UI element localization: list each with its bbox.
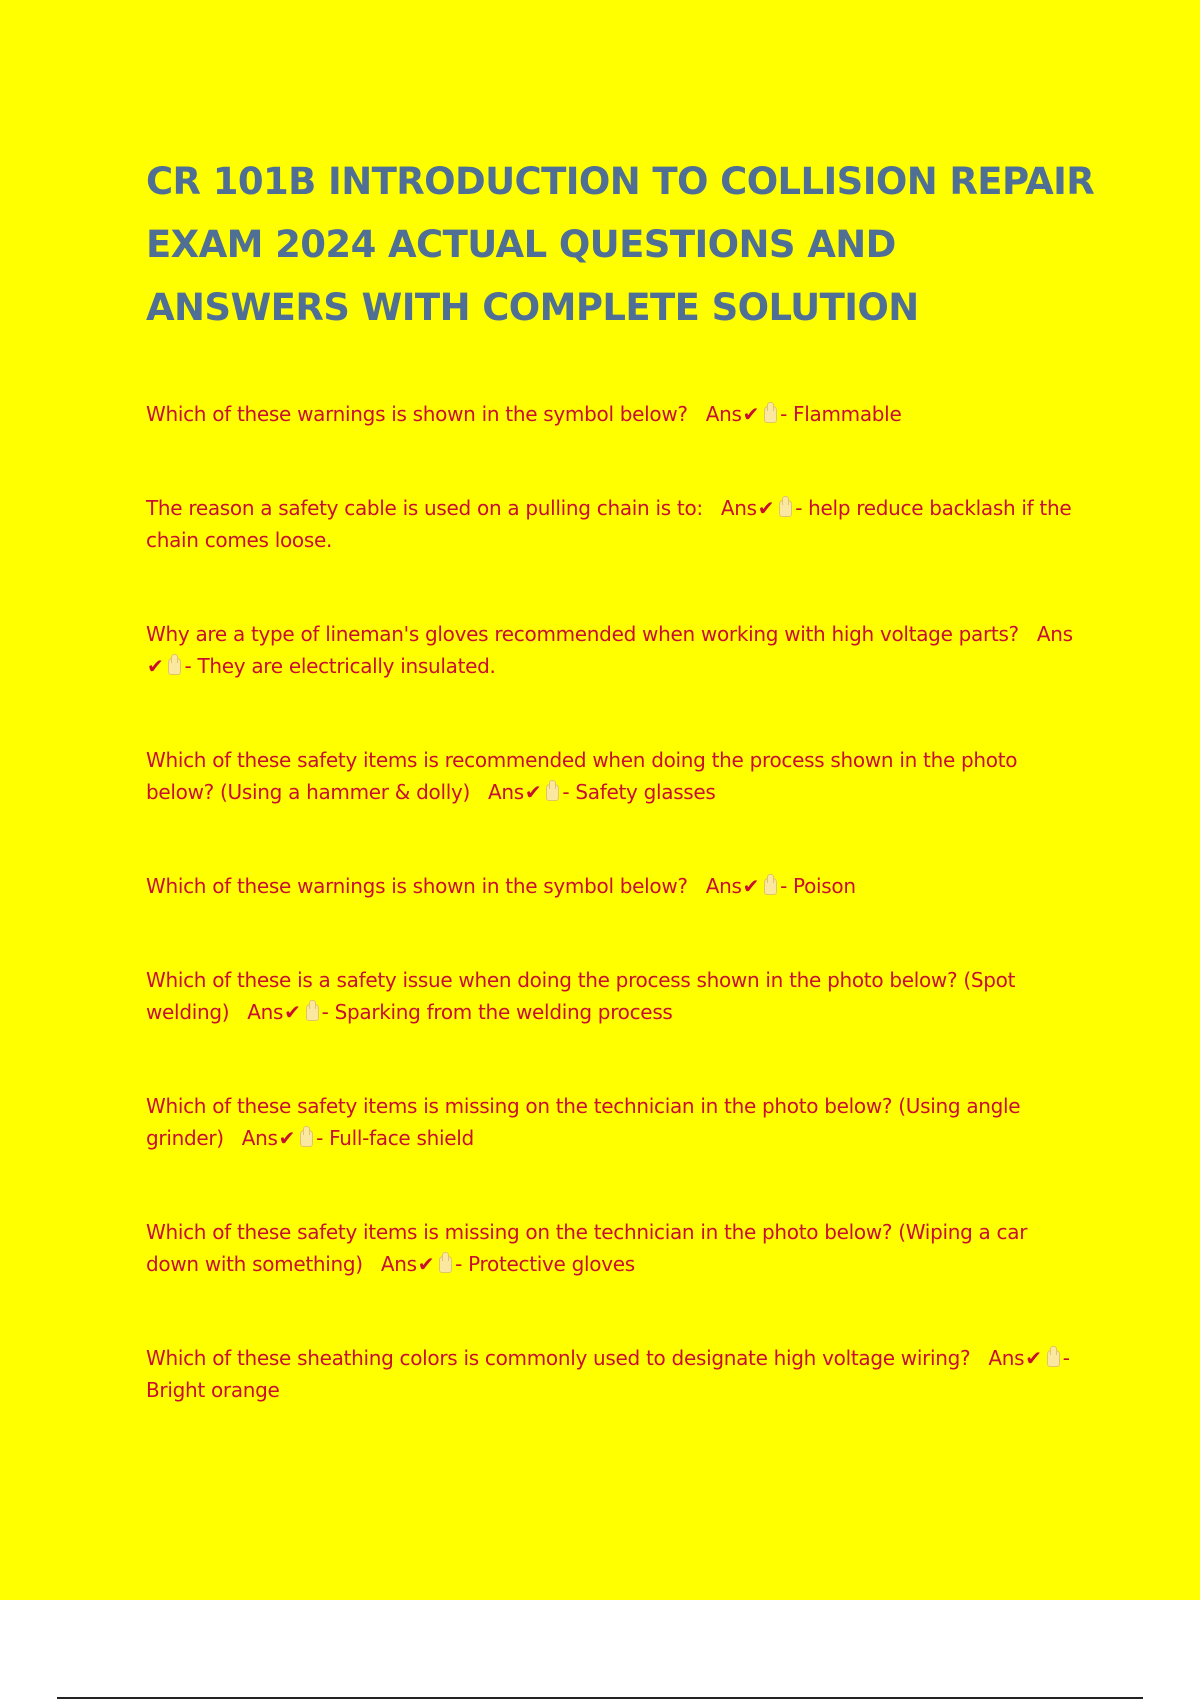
checkmark-icon: ✔ xyxy=(1025,1346,1042,1370)
answer-label: Ans xyxy=(720,496,757,520)
question-text: Which of these safety items is recommended when doing the process shown in the photo below? (Using a hammer & dolly) xyxy=(146,748,1018,804)
question-text: Which of these safety items is missing on the technician in the photo below? (Wiping a car down with something) xyxy=(146,1220,1028,1276)
question-text: Which of these warnings is shown in the symbol below? xyxy=(146,402,688,426)
qa-item xyxy=(146,398,1081,430)
checkmark-icon: ✔ xyxy=(524,780,542,804)
answer-label: Ans xyxy=(988,1346,1025,1370)
question-text: Which of these warnings is shown in the symbol below? xyxy=(146,874,688,898)
thumbs-up-icon xyxy=(439,1256,452,1273)
thumbs-up-icon xyxy=(1047,1350,1060,1367)
thumbs-up-icon xyxy=(306,1004,319,1021)
question-text: The reason a safety cable is used on a pulling chain is to: xyxy=(146,496,703,520)
answer-label: Ans xyxy=(1036,622,1073,646)
qa-item xyxy=(146,618,1081,682)
qa-item xyxy=(146,964,1081,1028)
answer-text: - Protective gloves xyxy=(455,1252,635,1276)
document-title: CR 101B INTRODUCTION TO COLLISION REPAIR EXAM 2024 ACTUAL QUESTIONS AND ANSWERS WITH COMPLETE SOLUTION xyxy=(146,160,1095,329)
answer-text: - They are electrically insulated. xyxy=(184,654,496,678)
answer-text: - Safety glasses xyxy=(562,780,716,804)
checkmark-icon: ✔ xyxy=(742,402,760,426)
answer-label: Ans xyxy=(247,1000,284,1024)
checkmark-icon: ✔ xyxy=(417,1252,435,1276)
qa-item xyxy=(146,1090,1081,1154)
qa-item xyxy=(146,492,1081,556)
answer-text: - Full-face shield xyxy=(316,1126,474,1150)
thumbs-up-icon xyxy=(546,784,559,801)
answer-text: - Poison xyxy=(780,874,856,898)
qa-item xyxy=(146,870,1081,902)
thumbs-up-icon xyxy=(779,500,792,517)
qa-item xyxy=(146,1342,1081,1406)
qa-item xyxy=(146,1216,1081,1280)
question-text: Which of these is a safety issue when doing the process shown in the photo below? (Spot welding) xyxy=(146,968,1016,1024)
question-text: Which of these sheathing colors is commonly used to designate high voltage wiring? xyxy=(146,1346,971,1370)
thumbs-up-icon xyxy=(764,878,777,895)
checkmark-icon: ✔ xyxy=(757,496,775,520)
checkmark-icon: ✔ xyxy=(284,1000,301,1024)
answer-label: Ans xyxy=(488,780,524,804)
thumbs-up-icon xyxy=(764,406,777,423)
footer-divider xyxy=(57,1697,1143,1699)
checkmark-icon: ✔ xyxy=(278,1126,296,1150)
question-text: Which of these safety items is missing on the technician in the photo below? (Using angle grinder) xyxy=(146,1094,1021,1150)
thumbs-up-icon xyxy=(168,658,181,675)
answer-text: - Bright orange xyxy=(146,1346,1070,1402)
answer-text: - help reduce backlash if the chain comes loose. xyxy=(146,496,1072,552)
answer-label: Ans xyxy=(380,1252,417,1276)
answer-label: Ans xyxy=(705,402,742,426)
answer-text: - Flammable xyxy=(780,402,902,426)
checkmark-icon: ✔ xyxy=(742,874,760,898)
checkmark-icon: ✔ xyxy=(147,654,164,678)
question-answer-list xyxy=(146,398,1081,1468)
thumbs-up-icon xyxy=(300,1130,313,1147)
answer-text: - Sparking from the welding process xyxy=(321,1000,673,1024)
answer-label: Ans xyxy=(705,874,742,898)
question-text: Why are a type of lineman's gloves recommended when working with high voltage parts? xyxy=(146,622,1019,646)
qa-item xyxy=(146,744,1081,808)
answer-label: Ans xyxy=(241,1126,278,1150)
